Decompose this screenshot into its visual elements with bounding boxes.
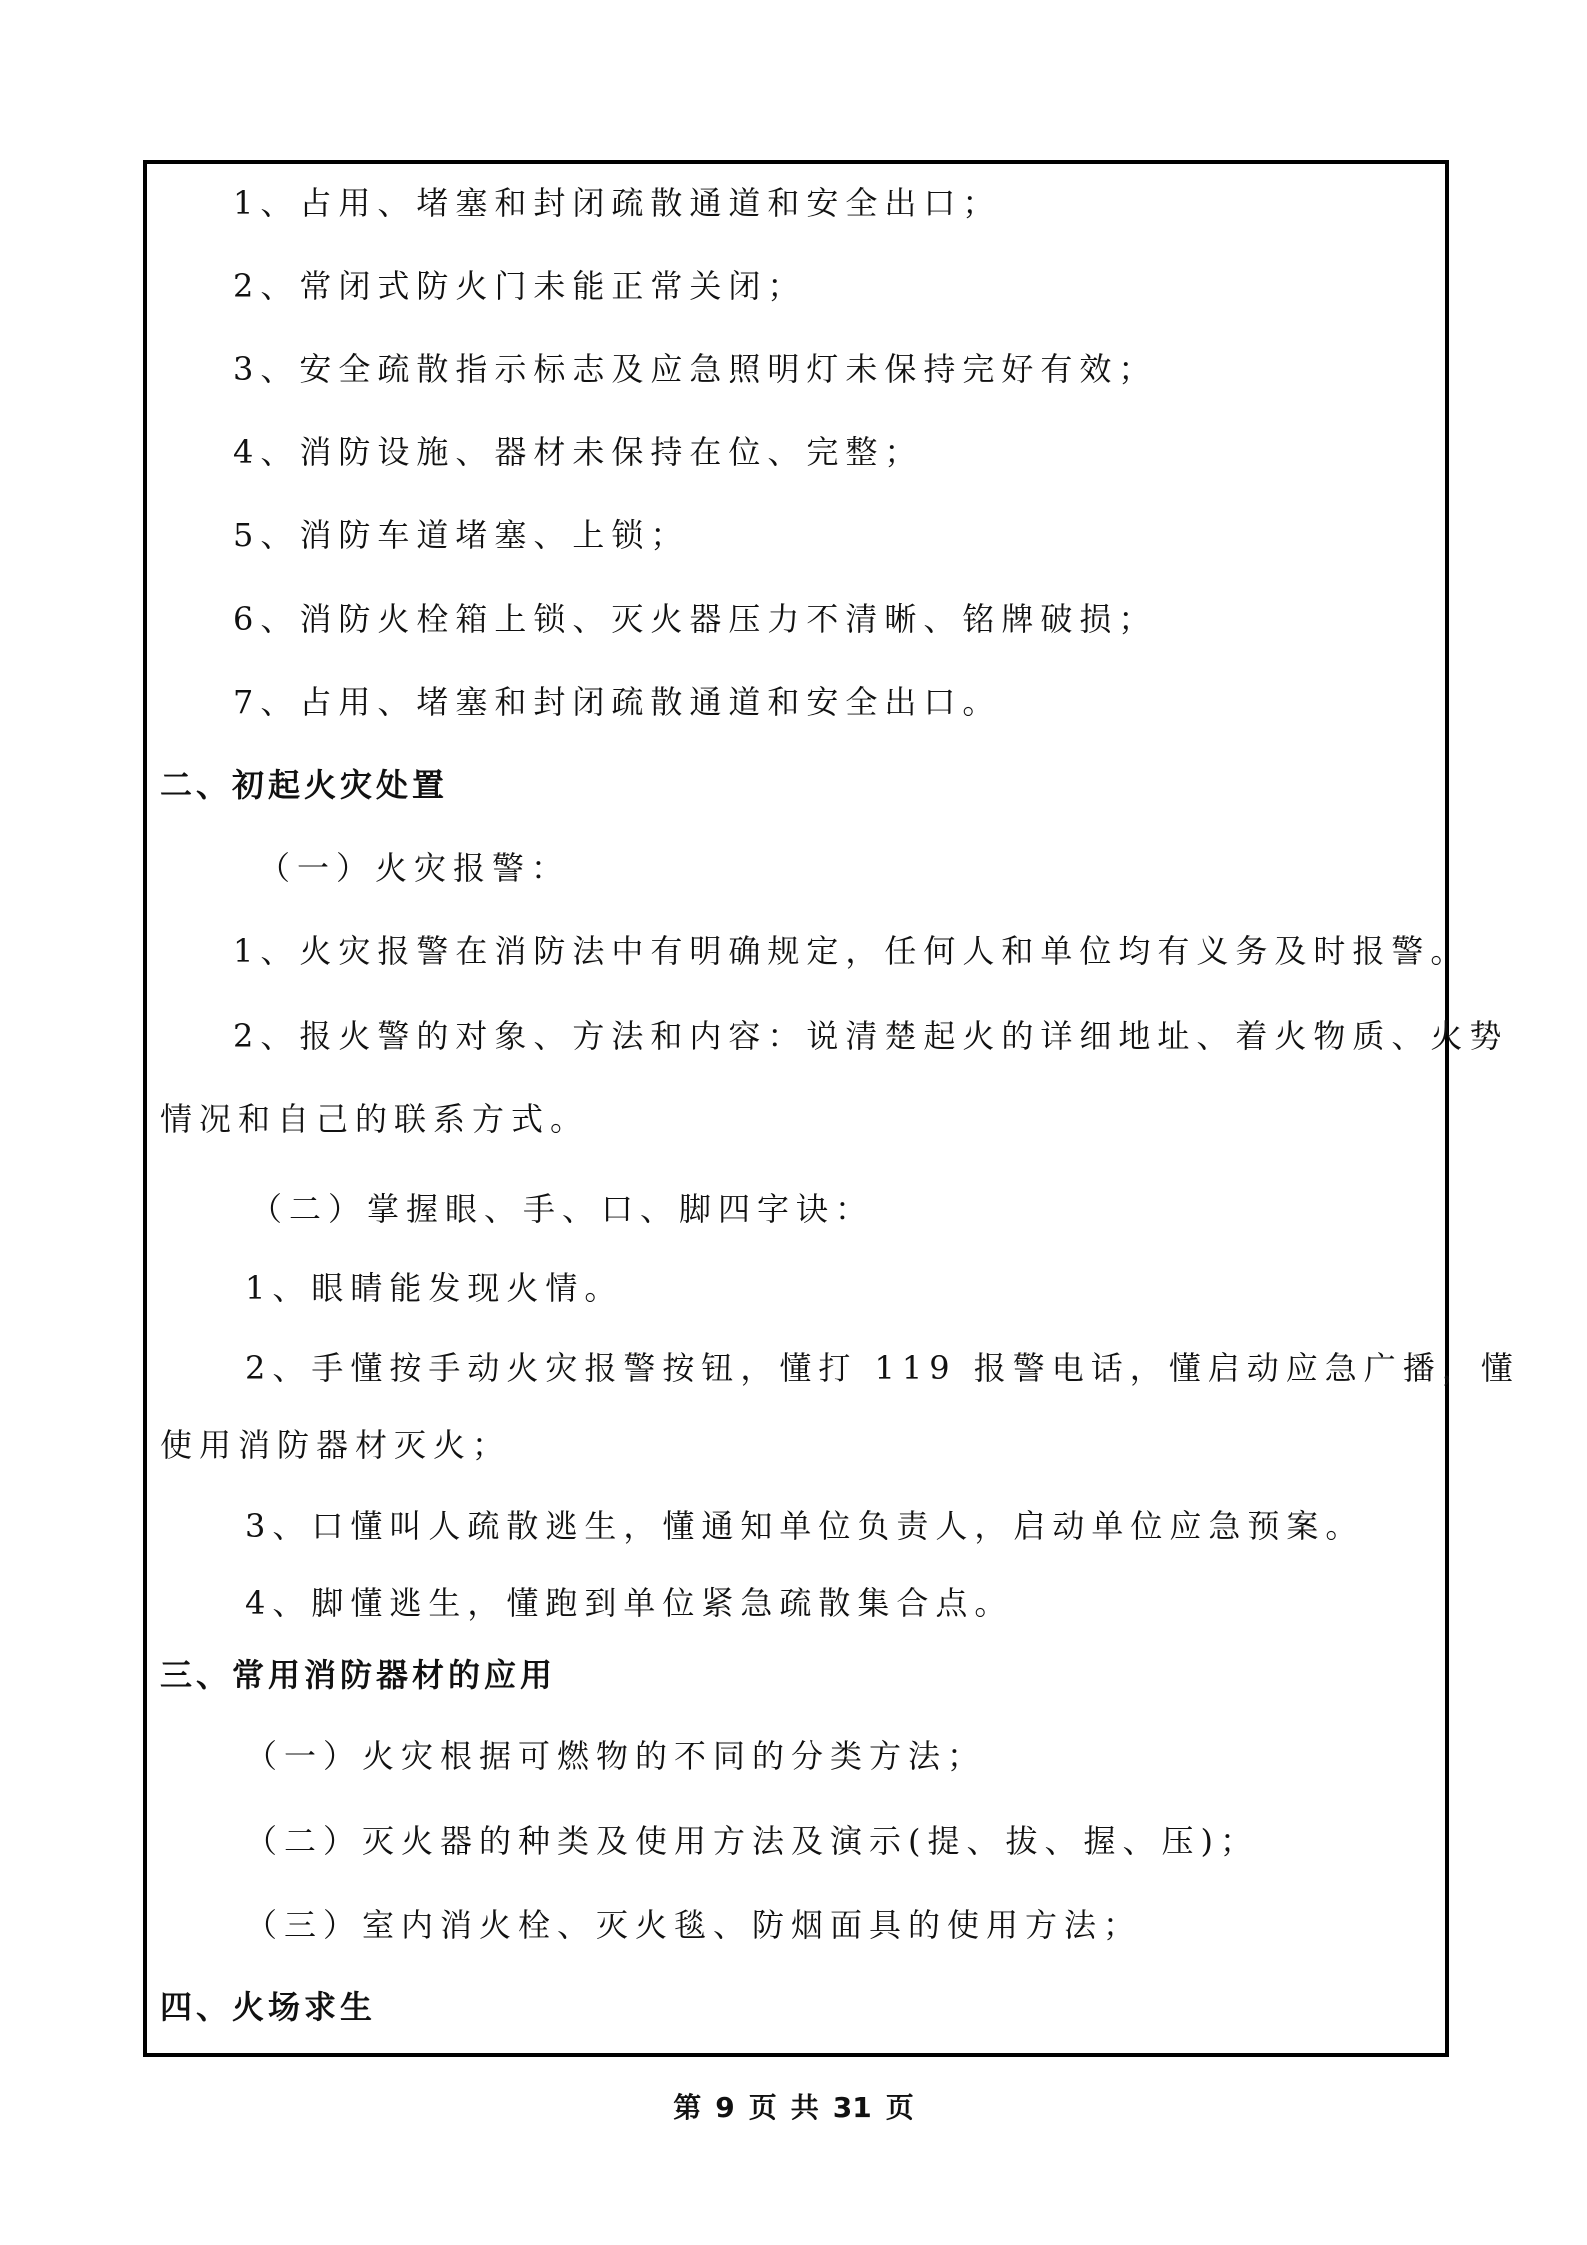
total-pages-number: 31 — [832, 2091, 872, 2124]
footer-suffix: 页 — [885, 2091, 914, 2124]
list-item-6: 6、消防火栓箱上锁、灭火器压力不清晰、铭牌破损； — [233, 600, 1158, 638]
list-item-alarm-1: 1、火灾报警在消防法中有明确规定，任何人和单位均有义务及时报警。 — [233, 932, 1470, 970]
list-item-mouth: 3、口懂叫人疏散逃生，懂通知单位负责人，启动单位应急预案。 — [245, 1507, 1365, 1545]
section-heading-3: 三、常用消防器材的应用 — [160, 1656, 557, 1694]
footer-total-word: 共 — [790, 2091, 819, 2124]
list-item-5: 5、消防车道堵塞、上锁； — [233, 516, 690, 554]
list-item-4: 4、消防设施、器材未保持在位、完整； — [233, 433, 924, 471]
subheading-extinguishers: （二）灭火器的种类及使用方法及演示(提、拔、握、压)； — [245, 1822, 1259, 1860]
list-item-7: 7、占用、堵塞和封闭疏散通道和安全出口。 — [233, 683, 1002, 721]
list-item-alarm-2: 2、报火警的对象、方法和内容：说清楚起火的详细地址、着火物质、火势 — [233, 1017, 1509, 1055]
list-item-hand-cont: 使用消防器材灭火； — [160, 1426, 512, 1464]
current-page-number: 9 — [715, 2091, 735, 2124]
list-item-hand: 2、手懂按手动火灾报警按钮，懂打 119 报警电话，懂启动应急广播，懂 — [245, 1349, 1520, 1387]
list-item-foot: 4、脚懂逃生，懂跑到单位紧急疏散集合点。 — [245, 1584, 1014, 1622]
footer-page-word: 页 — [748, 2091, 777, 2124]
subheading-four-words: （二）掌握眼、手、口、脚四字诀： — [250, 1190, 875, 1228]
list-item-2: 2、常闭式防火门未能正常关闭； — [233, 267, 807, 305]
list-item-alarm-2-cont: 情况和自己的联系方式。 — [160, 1100, 590, 1138]
subheading-fire-alarm: （一）火灾报警： — [258, 849, 571, 887]
subheading-fire-classes: （一）火灾根据可燃物的不同的分类方法； — [245, 1737, 987, 1775]
list-item-3: 3、安全疏散指示标志及应急照明灯未保持完好有效； — [233, 350, 1158, 388]
section-heading-4: 四、火场求生 — [160, 1988, 377, 2026]
list-item-1: 1、占用、堵塞和封闭疏散通道和安全出口； — [233, 184, 1002, 222]
footer-prefix: 第 — [673, 2091, 702, 2124]
page-footer — [0, 2086, 1587, 2126]
list-item-eye: 1、眼睛能发现火情。 — [245, 1269, 624, 1307]
subheading-hydrant: （三）室内消火栓、灭火毯、防烟面具的使用方法； — [245, 1906, 1143, 1944]
section-heading-2: 二、初起火灾处置 — [160, 766, 449, 804]
